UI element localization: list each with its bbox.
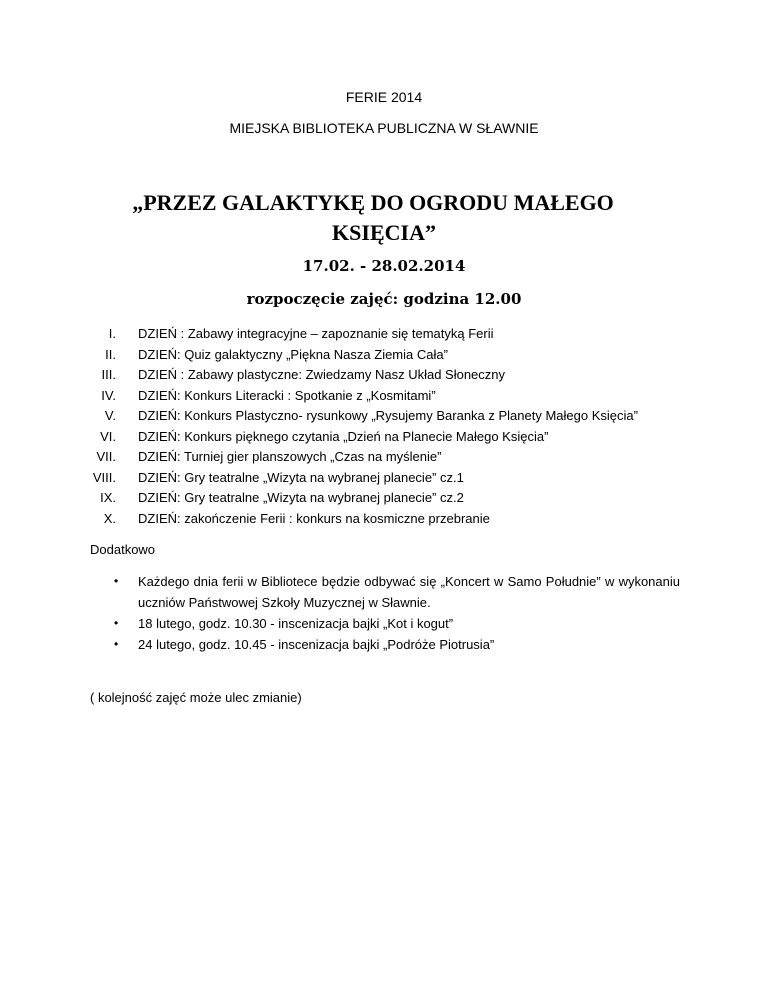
schedule-number: II. [105, 346, 116, 362]
header-library: MIEJSKA BIBLIOTEKA PUBLICZNA W SŁAWNIE [229, 120, 539, 136]
schedule-number: V. [104, 408, 116, 423]
date-range: 17.02. - 28.02.2014 [302, 257, 466, 275]
schedule-text: DZIEŃ : Zabawy plastyczne: Zwiedzamy Nasz Układ Słoneczny [138, 367, 506, 382]
additional-text: 18 lutego, godz. 10.30 - inscenizacja bajki „Kot i kogut” [138, 616, 454, 631]
schedule-text: DZIEŃ: Quiz galaktyczny „Piękna Nasza Ziemia Cała” [138, 346, 448, 362]
schedule-text: DZIEŃ: Turniej gier planszowych „Czas na myślenie” [138, 449, 442, 464]
schedule-item [0, 427, 768, 448]
page-title [0, 188, 768, 248]
schedule-number: I. [108, 326, 116, 341]
title-line-1: „PRZEZ GALAKTYKĘ DO OGRODU MAŁEGO [132, 190, 614, 215]
schedule-text: DZIEŃ: Gry teatralne „Wizyta na wybranej planecie” cz.1 [138, 469, 464, 485]
schedule-item [0, 324, 768, 345]
schedule-text: DZIEŃ: Konkurs Literacki : Spotkanie z „Kosmitami” [138, 387, 436, 403]
schedule-item [0, 488, 768, 509]
schedule-number: X. [103, 510, 116, 526]
schedule-number: IV. [101, 387, 116, 403]
additional-item [0, 571, 768, 613]
additional-label: Dodatkowo [90, 542, 156, 557]
schedule-number: VI. [100, 428, 116, 444]
schedule-item [0, 406, 768, 427]
schedule-item [0, 386, 768, 407]
schedule-text: DZIEŃ: zakończenie Ferii : konkurs na kosmiczne przebranie [138, 510, 490, 526]
schedule-item [0, 365, 768, 386]
schedule-list [0, 324, 768, 529]
schedule-text: DZIEŃ : Zabawy integracyjne – zapoznanie się tematyką Ferii [138, 326, 494, 341]
schedule-number: IX. [100, 490, 116, 505]
schedule-item [0, 447, 768, 468]
schedule-number: VIII. [92, 469, 116, 485]
bullet-icon: • [114, 574, 119, 588]
schedule-text: DZIEŃ: Konkurs Plastyczno- rysunkowy „Rysujemy Baranka z Planety Małego Księcia” [138, 408, 638, 423]
schedule-number: VII. [96, 449, 116, 464]
additional-text: Każdego dnia ferii w Bibliotece będzie odbywać się „Koncert w Samo Południe” w wykonaniu uczniów Państwowej Szkoły Muzycznej w Sławnie. [138, 574, 680, 610]
start-time: rozpoczęcie zajęć: godzina 12.00 [246, 290, 522, 308]
header-event: FERIE 2014 [345, 89, 423, 105]
additional-list [0, 571, 768, 655]
additional-text: 24 lutego, godz. 10.45 - inscenizacja bajki „Podróże Piotrusia” [138, 637, 495, 652]
additional-item [0, 634, 768, 655]
additional-item [0, 613, 768, 634]
schedule-item [0, 468, 768, 489]
bullet-icon: • [114, 616, 119, 630]
schedule-text: DZIEŃ: Konkurs pięknego czytania „Dzień na Planecie Małego Księcia” [138, 428, 549, 444]
schedule-text: DZIEŃ: Gry teatralne „Wizyta na wybranej planecie” cz.2 [138, 490, 464, 505]
schedule-number: III. [101, 367, 116, 382]
schedule-item [0, 345, 768, 366]
title-line-2: KSIĘCIA” [332, 220, 436, 245]
bullet-icon: • [114, 637, 119, 651]
schedule-item [0, 509, 768, 530]
schedule-note: ( kolejność zajęć może ulec zmianie) [90, 690, 302, 705]
